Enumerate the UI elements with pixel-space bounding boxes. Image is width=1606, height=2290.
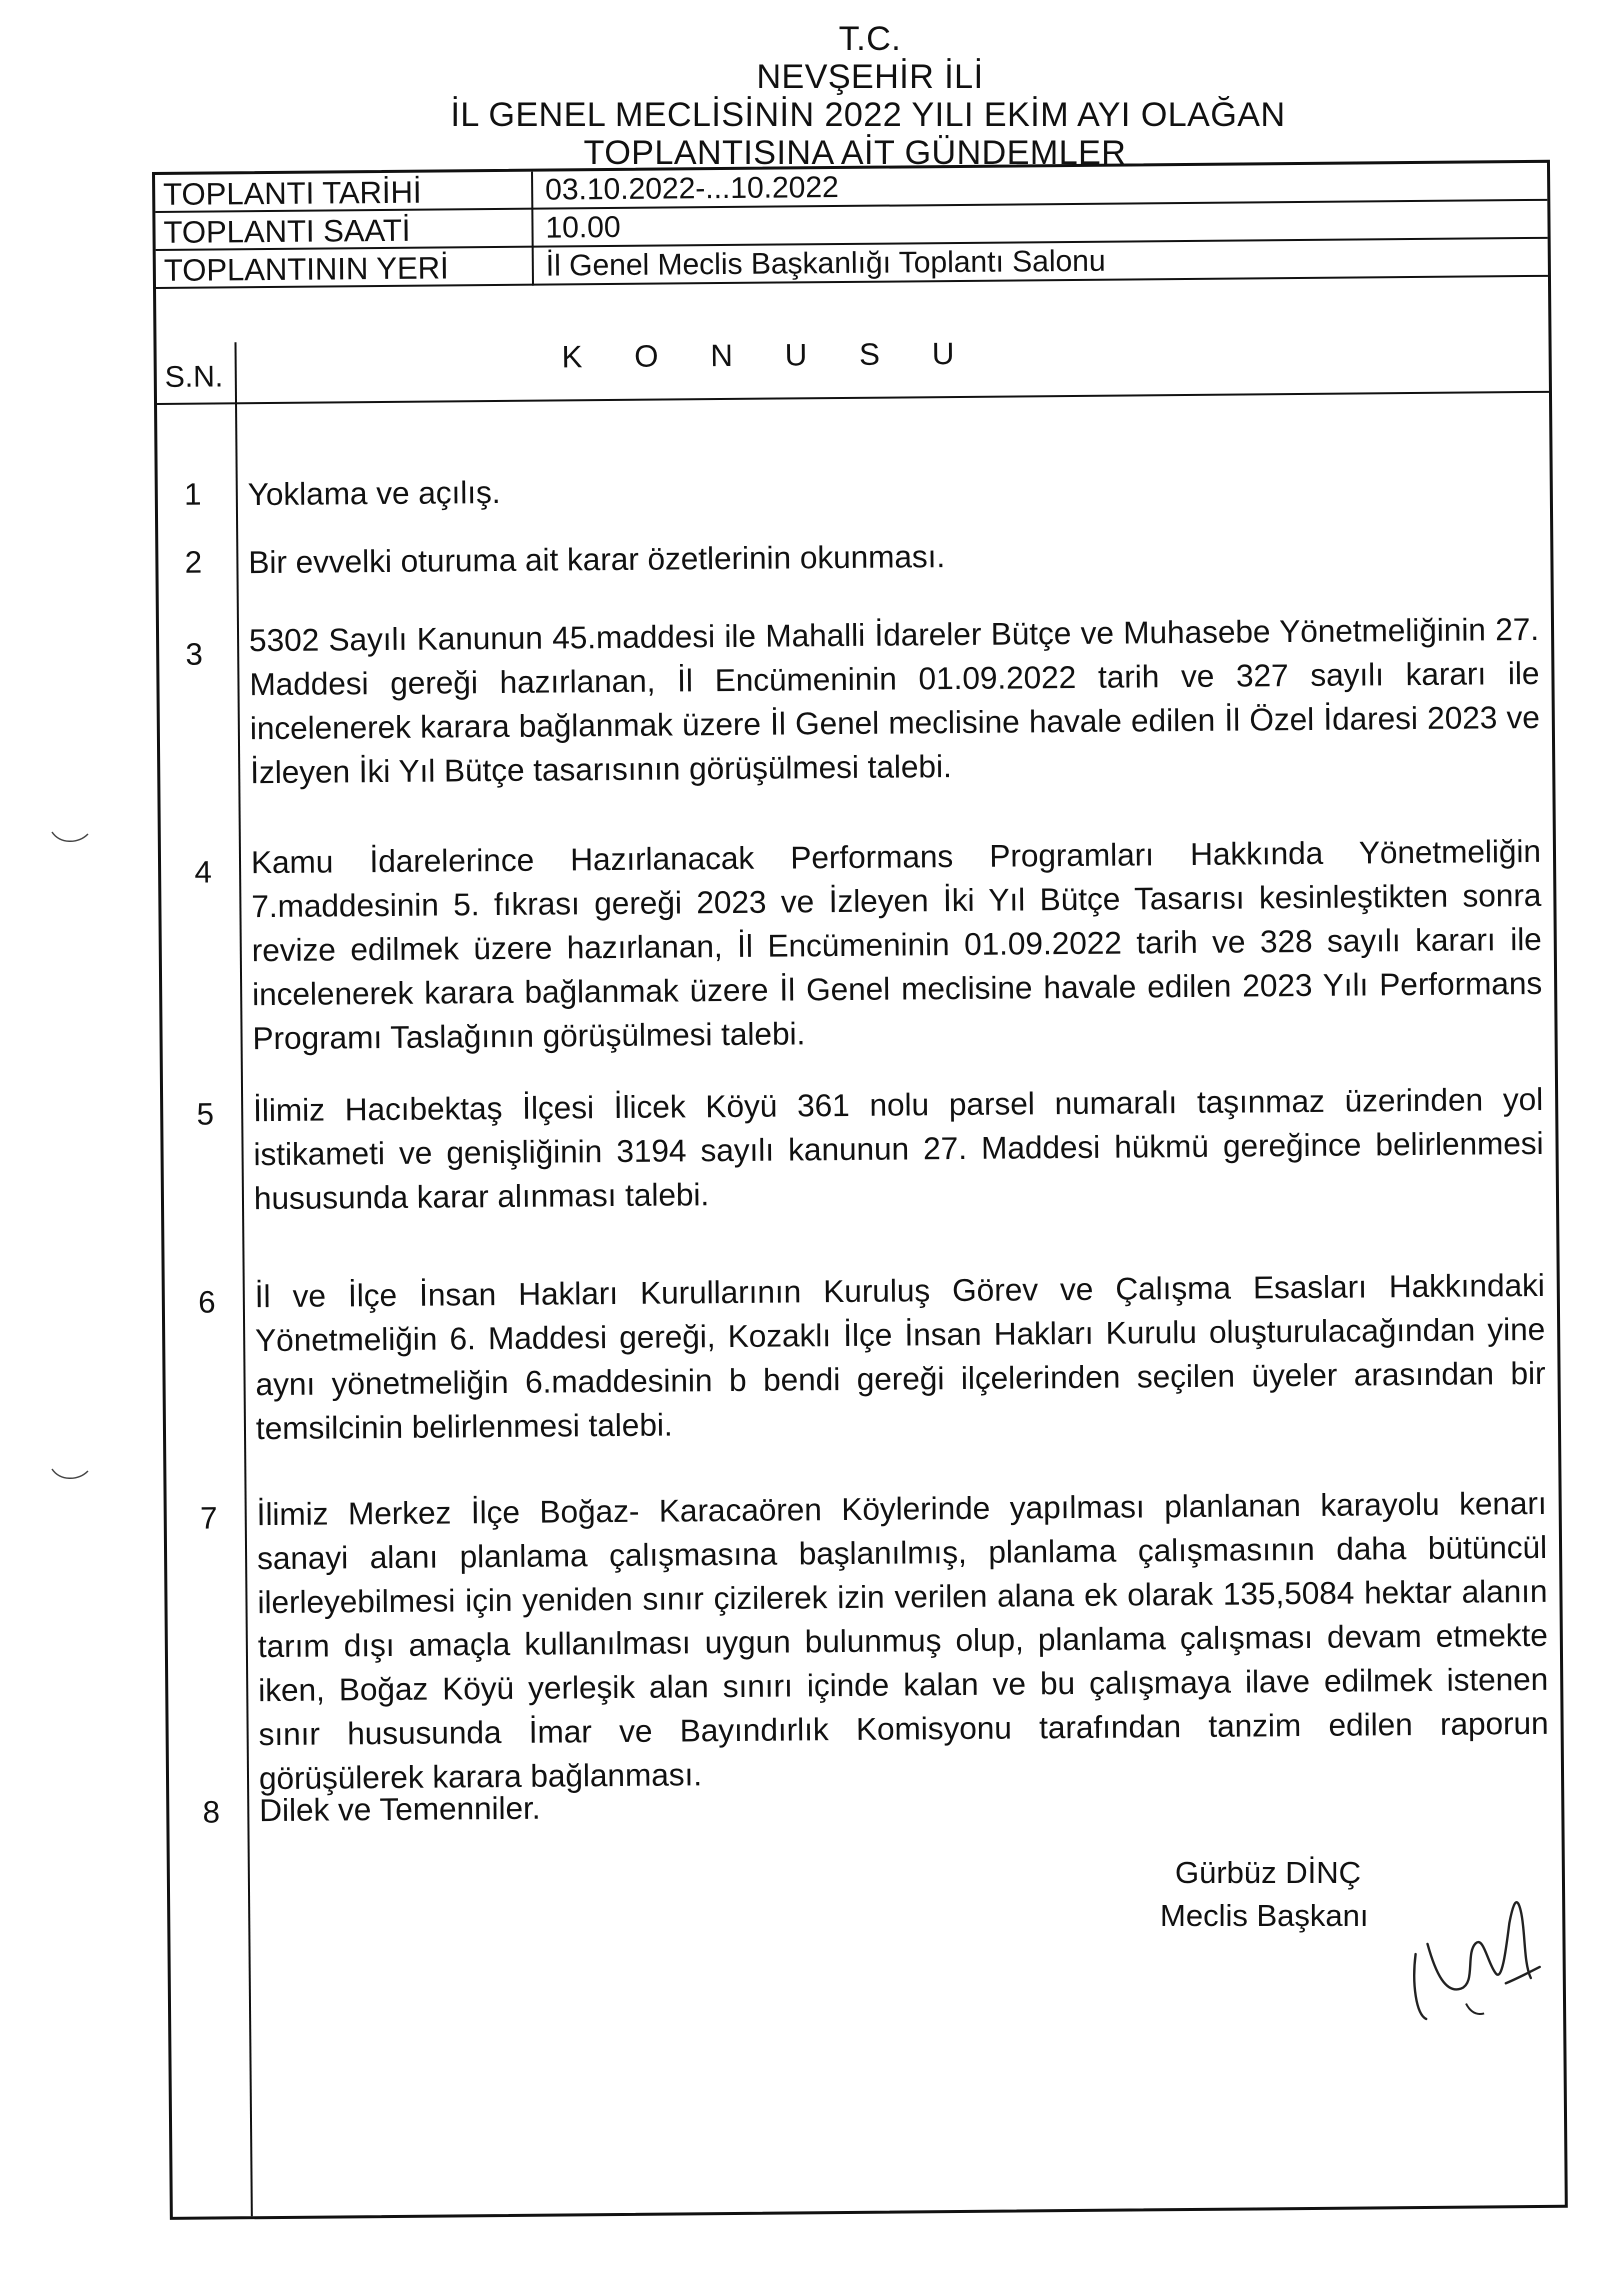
signatory-name: Gürbüz DİNÇ	[1175, 1855, 1362, 1890]
agenda-item-text: Kamu İdarelerince Hazırlanacak Performans Programları Hakkında Yönetmeliğin 7.maddesinin 5. fıkrası gereği 2023 ve İzleyen İki Yıl Bütçe Tasarısı kesinleştikten sonra revize edilmek üzere hazırlanan, İl Encümeninin 01.09.2022 tarih ve 328 sayılı kararı ile incelenerek karara bağlanmak üzere İl Genel meclisine havale edilen 2023 Yılı Performans Programı Taslağının görüşülmesi talebi.	[250, 832, 1543, 1057]
header-divider	[157, 391, 1549, 405]
agenda-item-text: İl ve İlçe İnsan Hakları Kurullarının Kuruluş Görev ve Çalışma Esasları Hakkındaki Yönetmeliğin 6. Maddesi gereği, Kozaklı İlçe İnsan Hakları Kurulu oluşturulacağından yine aynı yönetmeliğin 6.maddesinin b bendi gereği ilçelerinden seçilen üyeler arasından bir temsilcinin belirlenmesi talebi.	[254, 1266, 1546, 1447]
agenda-item-number: 5	[196, 1096, 215, 1132]
agenda-item-number: 1	[184, 476, 202, 512]
meeting-time-label: TOPLANTI SAATİ	[163, 212, 411, 250]
agenda-item-text: 5302 Sayılı Kanunun 45.maddesi ile Mahalli İdareler Bütçe ve Muhasebe Yönetmeliğinin 27. Maddesi gereği hazırlanan, İl Encümeninin 01.09.2022 tarih ve 327 sayılı kararı ile incelenerek karara bağlanmak üzere İl Genel meclisine havale edilen İl Özel İdaresi 2023 ve İzleyen İki Yıl Bütçe tasarısının görüşülmesi talebi.	[248, 610, 1540, 791]
agenda-item-number: 2	[184, 544, 203, 580]
agenda-item-text: Yoklama ve açılış.	[247, 473, 501, 513]
meeting-date-label: TOPLANTI TARİHİ	[163, 174, 422, 212]
header-agenda-title: TOPLANTISINA AİT GÜNDEMLER	[583, 134, 1127, 172]
signatory-title: Meclis Başkanı	[1160, 1898, 1369, 1933]
handwritten-signature	[1405, 1883, 1546, 2034]
meeting-place-value: İl Genel Meclis Başkanlığı Toplantı Salonu	[545, 244, 1106, 283]
header-tc: T.C.	[838, 20, 902, 58]
agenda-item-text: Dilek ve Temenniler.	[259, 1789, 541, 1829]
agenda-item-number: 3	[185, 636, 203, 672]
agenda-item-number: 7	[199, 1500, 218, 1536]
agenda-item-number: 4	[194, 854, 212, 890]
agenda-item-number: 8	[202, 1794, 221, 1830]
column-header-subject: KONUSU	[561, 335, 1007, 375]
header-province: NEVŞEHİR İLİ	[756, 58, 984, 96]
meeting-place-label: TOPLANTININ YERİ	[163, 250, 449, 288]
margin-mark	[50, 1465, 90, 1485]
meeting-time-value: 10.00	[545, 210, 621, 245]
meeting-date-value: 03.10.2022-...10.2022	[545, 171, 839, 207]
agenda-item-text: Bir evvelki oturuma ait karar özetlerinin okunması.	[248, 538, 946, 581]
agenda-item-number: 6	[198, 1284, 216, 1320]
agenda-item-text: İlimiz Merkez İlçe Boğaz- Karacaören Köylerinde yapılması planlanan karayolu kenarı sanayi alanı planlama çalışmasına başlanılmış, planlama çalışmasının daha bütüncül ilerleyebilmesi için yeniden sınır çizilerek izin verilen alana ek olarak 135,5084 hektar alanın tarım dışı amaçla kullanılması uygun bulunmuş olup, planlama çalışması devam etmekte iken, Boğaz Köyü yerleşik alan sınırı içinde kalan ve bu çalışmaya ilave edilmek istenen sınır hususunda İmar ve Bayındırlık Komisyonu tarafından tanzim edilen raporun görüşülerek karara bağlanması.	[256, 1484, 1549, 1797]
agenda-item-text: İlimiz Hacıbektaş İlçesi İlicek Köyü 361 nolu parsel numaralı taşınmaz üzerinden yol istikameti ve genişliğinin 3194 sayılı kanunun 27. Maddesi hükmü gereğince belirlenmesi hususunda karar alınması talebi.	[253, 1080, 1544, 1217]
column-header-number: S.N.	[164, 360, 224, 394]
margin-mark	[50, 828, 90, 848]
header-assembly-title: İL GENEL MECLİSİNİN 2022 YILI EKİM AYI OLAĞAN	[450, 96, 1286, 134]
